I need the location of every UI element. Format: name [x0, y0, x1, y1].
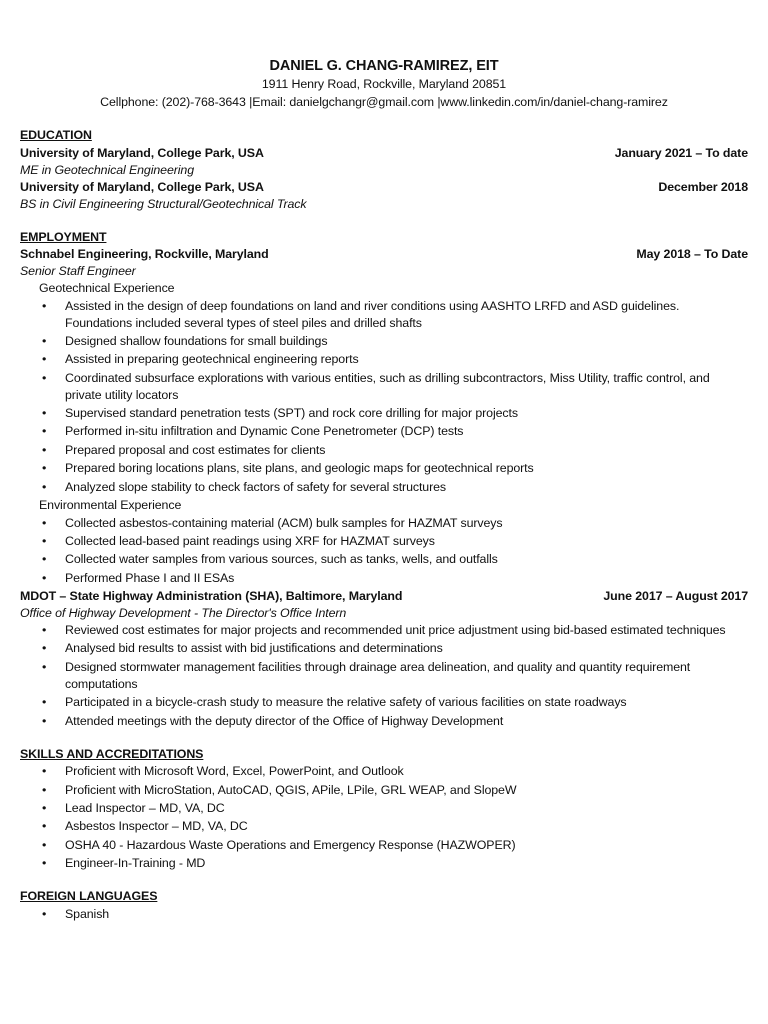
bullet-icon: • — [42, 479, 47, 494]
education-school: University of Maryland, College Park, USA — [20, 145, 264, 160]
resume-name: DANIEL G. CHANG-RAMIREZ, EIT — [269, 58, 499, 74]
education-school: University of Maryland, College Park, USA — [20, 179, 264, 194]
bullet-text: Collected asbestos-containing material (ACM) bulk samples for HAZMAT surveys — [65, 515, 503, 530]
bullet-icon: • — [42, 442, 47, 457]
bullet-item — [20, 622, 748, 639]
bullet-item — [20, 713, 748, 730]
education-entry — [20, 179, 748, 196]
bullet-list — [20, 515, 748, 587]
education-heading: EDUCATION — [20, 128, 92, 142]
bullet-icon: • — [42, 352, 47, 367]
bullet-icon: • — [42, 623, 47, 638]
bullet-icon: • — [42, 713, 47, 728]
bullet-text: Analysed bid results to assist with bid justifications and determinations — [65, 641, 443, 656]
job-date: May 2018 – To Date — [636, 247, 748, 261]
bullet-icon: • — [42, 298, 47, 313]
job-title: Office of Highway Development - The Director's Office Intern — [20, 606, 347, 621]
bullet-icon: • — [42, 695, 47, 710]
bullet-icon: • — [42, 659, 47, 674]
bullet-text: Designed shallow foundations for small buildings — [65, 333, 328, 348]
experience-subheading: Geotechnical Experience — [39, 281, 175, 295]
bullet-text: Proficient with MicroStation, AutoCAD, QGIS, APile, LPile, GRL WEAP, and SlopeW — [65, 782, 517, 797]
bullet-item — [20, 442, 748, 459]
bullet-icon: • — [42, 570, 47, 585]
bullet-text: Designed stormwater management facilities through drainage area delineation, and quality and quantity requirement computations — [65, 659, 691, 691]
bullet-item — [20, 906, 748, 923]
job-date: June 2017 – August 2017 — [603, 589, 748, 604]
bullet-text: Attended meetings with the deputy director of the Office of Highway Development — [65, 713, 504, 728]
bullet-item — [20, 333, 748, 350]
bullet-text: Performed in-situ infiltration and Dynamic Cone Penetrometer (DCP) tests — [65, 424, 464, 439]
education-date: January 2021 – To date — [614, 145, 748, 160]
bullet-icon: • — [42, 515, 47, 530]
bullet-item — [20, 370, 748, 404]
bullet-item — [20, 818, 748, 835]
bullet-icon: • — [42, 764, 47, 779]
bullet-item — [20, 479, 748, 496]
bullet-icon: • — [42, 406, 47, 421]
bullet-text: Collected water samples from various sources, such as tanks, wells, and outfalls — [65, 552, 498, 567]
job-employer: MDOT – State Highway Administration (SHA), Baltimore, Maryland — [20, 589, 403, 604]
education-date: December 2018 — [658, 179, 748, 194]
bullet-list — [20, 298, 748, 496]
bullet-icon: • — [42, 370, 47, 385]
bullet-icon: • — [42, 837, 47, 852]
education-degree: ME in Geotechnical Engineering — [20, 162, 195, 177]
bullet-item — [20, 800, 748, 817]
bullet-text: Performed Phase I and II ESAs — [65, 570, 235, 585]
bullet-text: Asbestos Inspector – MD, VA, DC — [65, 819, 248, 834]
job-header — [20, 246, 748, 263]
education-degree: BS in Civil Engineering Structural/Geotechnical Track — [20, 196, 307, 211]
bullet-text: Supervised standard penetration tests (SPT) and rock core drilling for major projects — [65, 406, 518, 421]
bullet-icon: • — [42, 552, 47, 567]
bullet-icon: • — [42, 461, 47, 476]
bullet-item — [20, 405, 748, 422]
skills-heading: SKILLS AND ACCREDITATIONS — [20, 746, 204, 761]
bullet-item — [20, 570, 748, 587]
bullet-item — [20, 515, 748, 532]
bullet-icon: • — [42, 424, 47, 439]
bullet-text: Prepared boring locations plans, site plans, and geologic maps for geotechnical reports — [65, 461, 534, 476]
bullet-text: Assisted in preparing geotechnical engineering reports — [65, 352, 359, 367]
bullet-text: Lead Inspector – MD, VA, DC — [65, 800, 225, 815]
address-line: 1911 Henry Road, Rockville, Maryland 20851 — [261, 77, 507, 91]
bullet-icon: • — [42, 856, 47, 871]
bullet-text: Engineer-In-Training - MD — [65, 856, 206, 871]
bullet-icon: • — [42, 641, 47, 656]
bullet-item — [20, 694, 748, 711]
experience-subheading: Environmental Experience — [39, 498, 182, 513]
languages-heading: FOREIGN LANGUAGES — [20, 889, 158, 904]
bullet-icon: • — [42, 819, 47, 834]
bullet-item — [20, 855, 748, 872]
bullet-icon: • — [42, 782, 47, 797]
bullet-item — [20, 551, 748, 568]
bullet-text: Collected lead-based paint readings using XRF for HAZMAT surveys — [65, 533, 435, 548]
bullet-item — [20, 640, 748, 657]
bullet-text: OSHA 40 - Hazardous Waste Operations and Emergency Response (HAZWOPER) — [65, 837, 516, 852]
bullet-item — [20, 533, 748, 550]
resume-page — [20, 56, 748, 924]
bullet-item — [20, 460, 748, 477]
bullet-item — [20, 763, 748, 780]
bullet-item — [20, 837, 748, 854]
bullet-text: Proficient with Microsoft Word, Excel, PowerPoint, and Outlook — [65, 764, 404, 779]
employment-heading: EMPLOYMENT — [20, 229, 107, 244]
bullet-text: Participated in a bicycle-crash study to measure the relative safety of various facilities on state roadways — [65, 695, 627, 710]
bullet-icon: • — [42, 333, 47, 348]
bullet-item — [20, 659, 748, 693]
bullet-list — [20, 622, 748, 730]
bullet-icon: • — [42, 906, 47, 921]
bullet-list — [20, 906, 748, 923]
job-employer: Schnabel Engineering, Rockville, Maryland — [20, 247, 269, 261]
bullet-item — [20, 351, 748, 368]
education-entry — [20, 145, 748, 162]
bullet-icon: • — [42, 800, 47, 815]
bullet-text: Coordinated subsurface explorations with various entities, such as drilling subcontractors, Miss Utility, traffic control, and private utility locators — [65, 370, 710, 402]
bullet-text: Assisted in the design of deep foundations on land and river conditions using AASHTO LRFD and ASD guidelines. Foundations included several types of steel piles and drilled shafts — [65, 298, 680, 330]
bullet-text: Reviewed cost estimates for major projects and recommended unit price adjustment using bid-based estimated techniques — [65, 623, 726, 638]
bullet-item — [20, 423, 748, 440]
bullet-text: Spanish — [65, 906, 110, 921]
bullet-text: Analyzed slope stability to check factors of safety for several structures — [65, 479, 447, 494]
bullet-item — [20, 782, 748, 799]
bullet-text: Prepared proposal and cost estimates for clients — [65, 442, 326, 457]
job-header — [20, 588, 748, 605]
bullet-icon: • — [42, 533, 47, 548]
contact-line: Cellphone: (202)-768-3643 |Email: danielgchangr@gmail.com |www.linkedin.com/in/daniel-chang-ramirez — [100, 94, 668, 109]
bullet-item — [20, 298, 748, 332]
bullet-list — [20, 763, 748, 872]
job-title: Senior Staff Engineer — [20, 264, 136, 278]
